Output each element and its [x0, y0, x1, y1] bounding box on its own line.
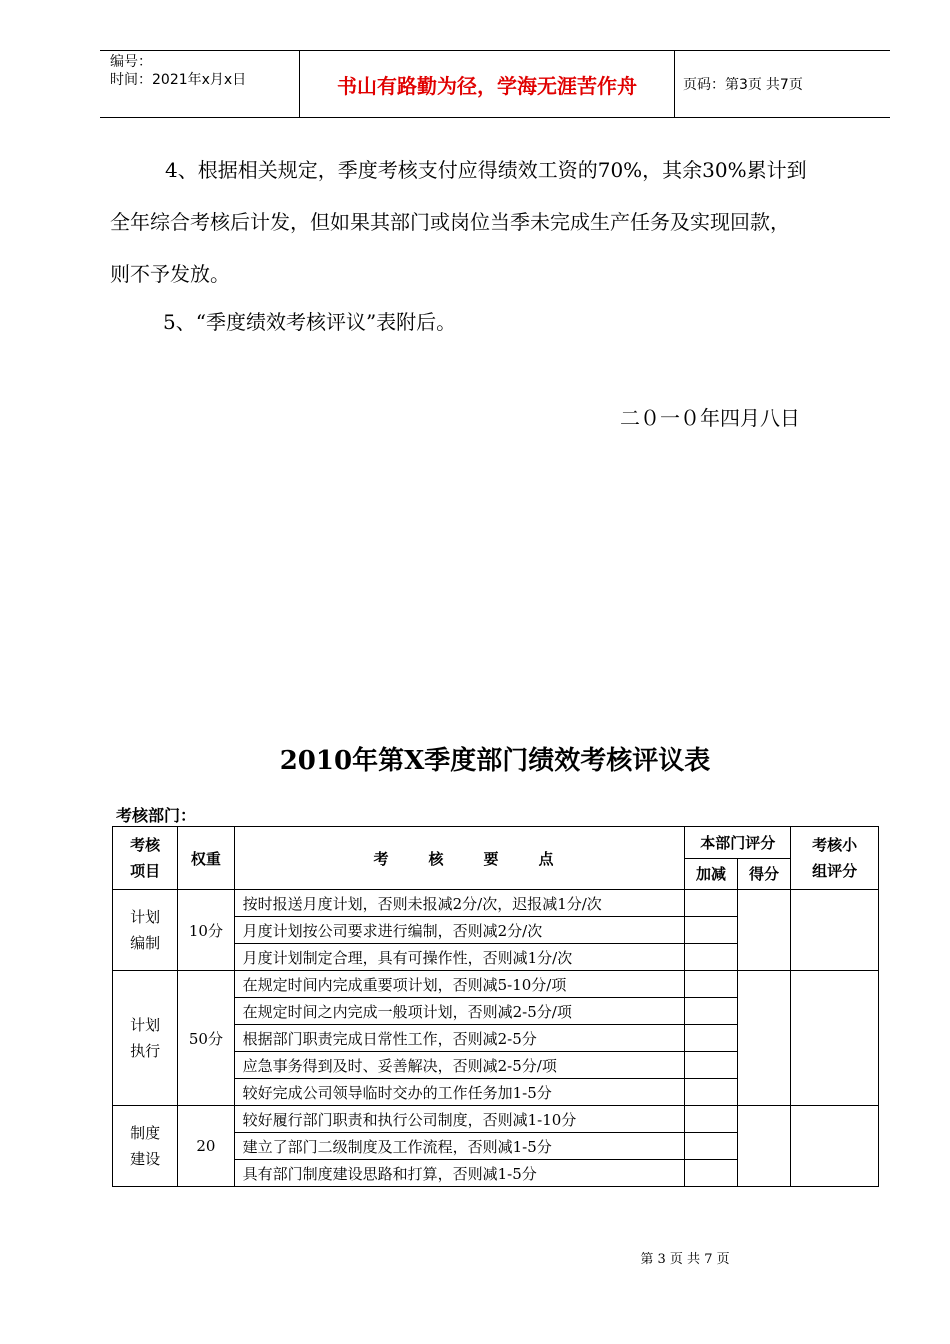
header-weight: 权重: [178, 827, 234, 890]
item-line-2: 编制: [130, 934, 161, 952]
add-sub-cell[interactable]: [685, 998, 737, 1025]
add-sub-cell[interactable]: [685, 1025, 737, 1052]
item-cell: [113, 1106, 178, 1187]
header-points-char: 考: [373, 849, 389, 868]
add-sub-cell[interactable]: [685, 1052, 737, 1079]
paragraph-4: [110, 144, 885, 300]
weight-cell: 10分: [178, 890, 234, 971]
paragraph-4-line-2: 全年综合考核后计发，但如果其部门或岗位当季未完成生产任务及实现回款，: [110, 210, 790, 234]
group-score-cell[interactable]: [791, 971, 879, 1106]
header-points-char: 要: [483, 849, 499, 868]
weight-cell: 50分: [178, 971, 234, 1106]
document-date: 二０一０年四月八日: [620, 406, 800, 430]
item-line-1: 计划: [130, 1016, 161, 1034]
total-label: 共7页: [765, 77, 803, 93]
point-cell: 根据部门职责完成日常性工作，否则减2-5分: [234, 1025, 685, 1052]
header-item: [113, 827, 178, 890]
score-cell[interactable]: [737, 890, 790, 971]
item-line-2: 建设: [130, 1150, 161, 1168]
group-score-cell[interactable]: [791, 890, 879, 971]
point-cell: 建立了部门二级制度及工作流程，否则减1-5分: [234, 1133, 685, 1160]
table-row: [113, 1106, 879, 1133]
header-motto: 书山有路勤为径，学海无涯苦作舟: [300, 51, 675, 117]
add-sub-cell[interactable]: [685, 1133, 737, 1160]
point-cell: 按时报送月度计划，否则未报减2分/次，迟报减1分/次: [234, 890, 685, 917]
point-cell: 较好完成公司领导临时交办的工作任务加1-5分: [234, 1079, 685, 1106]
item-line-1: 计划: [130, 908, 161, 926]
add-sub-cell[interactable]: [685, 1106, 737, 1133]
header-item-line-2: 项目: [130, 862, 161, 880]
point-cell: 在规定时间内完成重要项计划，否则减5-10分/项: [234, 971, 685, 998]
add-sub-cell[interactable]: [685, 971, 737, 998]
header-score: 得分: [737, 858, 790, 890]
header-add-sub: 加减: [685, 858, 737, 890]
paragraph-5: 5、“季度绩效考核评议”表附后。: [163, 310, 457, 334]
score-cell[interactable]: [737, 971, 790, 1106]
header-page-info: [675, 51, 890, 117]
paragraph-4-line-1: 4、根据相关规定，季度考核支付应得绩效工资的70%，其余30%累计到: [165, 158, 807, 182]
add-sub-cell[interactable]: [685, 1160, 737, 1187]
item-line-2: 执行: [130, 1042, 161, 1060]
point-cell: 应急事务得到及时、妥善解决，否则减2-5分/项: [234, 1052, 685, 1079]
header-item-line-1: 考核: [130, 836, 161, 854]
header-meta: [100, 51, 300, 117]
serial-label: 编号：: [110, 54, 152, 70]
add-sub-cell[interactable]: [685, 1079, 737, 1106]
header-group-score: [791, 827, 879, 890]
time-label: 时间：2021年x月x日: [110, 72, 247, 88]
item-cell: [113, 971, 178, 1106]
header-points: [234, 827, 685, 890]
score-cell[interactable]: [737, 1106, 790, 1187]
table-title: 2010年第X季度部门绩效考核评议表: [279, 746, 711, 776]
point-cell: 具有部门制度建设思路和打算，否则减1-5分: [234, 1160, 685, 1187]
table-row: [113, 971, 879, 998]
table-header-row: [113, 827, 879, 859]
table-row: [113, 890, 879, 917]
group-score-cell[interactable]: [791, 1106, 879, 1187]
add-sub-cell[interactable]: [685, 890, 737, 917]
paragraph-4-line-3: 则不予发放。: [110, 262, 230, 286]
page-footer: 第 3 页 共 7 页: [640, 1252, 730, 1267]
add-sub-cell[interactable]: [685, 944, 737, 971]
point-cell: 较好履行部门职责和执行公司制度，否则减1-10分: [234, 1106, 685, 1133]
page-label: 页码：第3页: [683, 77, 762, 93]
evaluation-table: [112, 826, 879, 1187]
header-group-line-2: 组评分: [812, 862, 858, 880]
item-cell: [113, 890, 178, 971]
header-dept-score: 本部门评分: [685, 827, 791, 859]
header-group-line-1: 考核小: [812, 836, 858, 854]
header-points-char: 核: [428, 849, 444, 868]
dept-label: 考核部门：: [116, 806, 197, 825]
header-points-char: 点: [538, 849, 554, 868]
add-sub-cell[interactable]: [685, 917, 737, 944]
item-line-1: 制度: [130, 1124, 161, 1142]
point-cell: 月度计划按公司要求进行编制，否则减2分/次: [234, 917, 685, 944]
point-cell: 在规定时间之内完成一般项计划，否则减2-5分/项: [234, 998, 685, 1025]
point-cell: 月度计划制定合理，具有可操作性，否则减1分/次: [234, 944, 685, 971]
page-header: [100, 50, 890, 118]
weight-cell: 20: [178, 1106, 234, 1187]
